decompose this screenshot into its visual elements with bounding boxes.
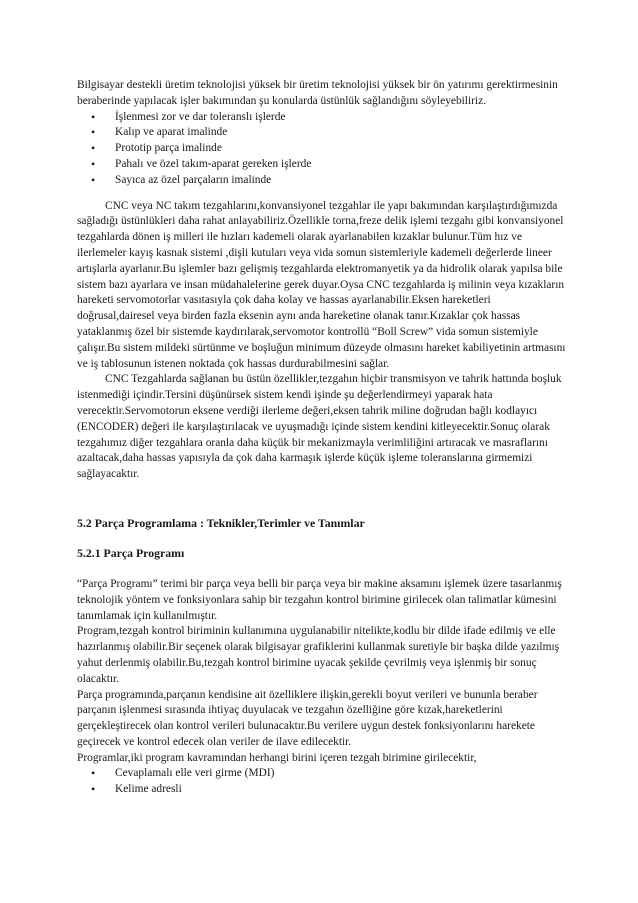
cnc-advantages-paragraph: CNC Tezgahlarda sağlanan bu üstün özellikler,tezgahın hiçbir transmisyon ve tahrik hattında boşluk istenmediği içindir.Tersini düşünürsek sistem kendi işinde şu değerlendirmeyi yaparak hata verecektir.Servomotorun eksene verdiği ilerleme değeri,eksen tahrik miline doğrudan bağlı kodlayıcı (ENCODER) değeri ile karşılaştırılacak ve uyuşmadığı içinde sistem kendini kitleyecektir.Sonuç olarak tezgahımız diğer tezgahlara oranla daha küçük bir mekanizmayla verimliliğini artıracak ve masraflarını azaltacak,daha hassas yapısıyla da çok daha karmaşık işlerde küçük işleme toleranslarına girmemizi sağlayacaktır.	[77, 373, 562, 481]
program-types-list	[77, 766, 567, 798]
list-item: • Sayıca az özel parçaların imalinde	[77, 173, 567, 189]
definition-paragraph: “Parça Programı” terimi bir parça veya belli bir parça veya bir makine aksamını işlemek üzere tasarlanmış teknolojik yöntem ve fonksiyonlara sahip bir tezgahın kontrol birimine girilecek olan talimatlar kümesini tanımlamak için kullanılmıştır.	[77, 577, 562, 622]
part-program-paragraph: Parça programında,parçanın kendisine ait özelliklere ilişkin,gerekli boyut verileri ve bununla beraber parçanın işlenmesi sırasında ihtiyaç duyulacak ve tezgahın özelliğine göre kızak,hareketlerini gerçekleştirecek olan kontrol verileri bulunacaktır.Bu verilere uygun destek fonksiyonlarını harekete geçirecek ve kontrol edecek olan veriler de ilave edilecektir.	[77, 688, 538, 748]
list-item: • Cevaplamalı elle veri girme (MDI)	[77, 766, 567, 782]
list-item: • Pahalı ve özel takım-aparat gereken işlerde	[77, 157, 567, 173]
intro-paragraph: Bilgisayar destekli üretim teknolojisi yüksek bir üretim teknolojisi yüksek bir ön yatırımı gerektirmesinin beraberinde yapılacak işler bakımından şu konularda üstünlük sağlandığını söyleyebiliriz.	[77, 79, 558, 107]
list-item: • İşlenmesi zor ve dar toleranslı işlerde	[77, 110, 567, 126]
section-heading-5-2: 5.2 Parça Programlama : Teknikler,Terimler ve Tanımlar	[77, 515, 365, 530]
list-item: • Kalıp ve aparat imalinde	[77, 125, 567, 141]
programs-paragraph: Programlar,iki program kavramından herhangi birini içeren tezgah birimine girilecektir,	[77, 751, 477, 764]
cnc-comparison-paragraph: CNC veya NC takım tezgahlarını,konvansiyonel tezgahlar ile yapı bakımından karşılaştırdığımızda sağladığı üstünlükleri daha rahat anlayabiliriz.Özellikle torna,freze delik işlemi tezgahı gibi konvansiyonel tezgahlarda dönen iş milleri ile hızları kademeli olarak ayarlanabilen kızaklar bulunur.Tüm hız ve ilerlemeler kayış kasnak sistemi ,dişli kutuları veya vida somun sistemleriyle kademeli değerlerde lineer artışlarla ayarlanır.Bu işlemler bazı gelişmiş tezgahlarda elektromanyetik ya da hidrolik olarak yapılsa bile sistem bazı ayarlara ve insan müdahalelerine gerek duyar.Oysa CNC tezgahlarda iş milinin veya kızakların hareketi servomotorlar vasıtasıyla çok daha kolay ve hassas ayarlanabilir.Eksen hareketleri doğrusal,dairesel veya birden fazla eksenin aynı anda hareketine olanak tanır.Kızaklar çok hassas yataklanmış özel bir sistemde kaydırılarak,servomotor kontrollü “Boll Screw” vida somun sistemiyle çalışır.Bu sistem mildeki sürtünme ve boşluğun minimum düzeyde olmasını hareket kabiliyetinin artmasını ve iş tablosunun istenen noktada çok hassas durdurabilmesini sağlar.	[77, 199, 566, 370]
document-page	[77, 78, 567, 798]
advantages-list	[77, 110, 567, 189]
list-item: • Prototip parça imalinde	[77, 141, 567, 157]
program-paragraph: Program,tezgah kontrol biriminin kullanımına uygulanabilir nitelikte,kodlu bir dilde ifade edilmiş ve elle hazırlanmış olabilir.Bir seçenek olarak bilgisayar grafiklerini kullanmak suretiyle bir başka dilde yazılmış yahut derlenmiş olabilir.Bu,tezgah kontrol birimine uyacak şekilde çevrilmiş veya işlenmiş bir sonuç olacaktır.	[77, 625, 560, 685]
section-heading-5-2-1: 5.2.1 Parça Programı	[77, 545, 185, 560]
list-item: • Kelime adresli	[77, 782, 567, 798]
